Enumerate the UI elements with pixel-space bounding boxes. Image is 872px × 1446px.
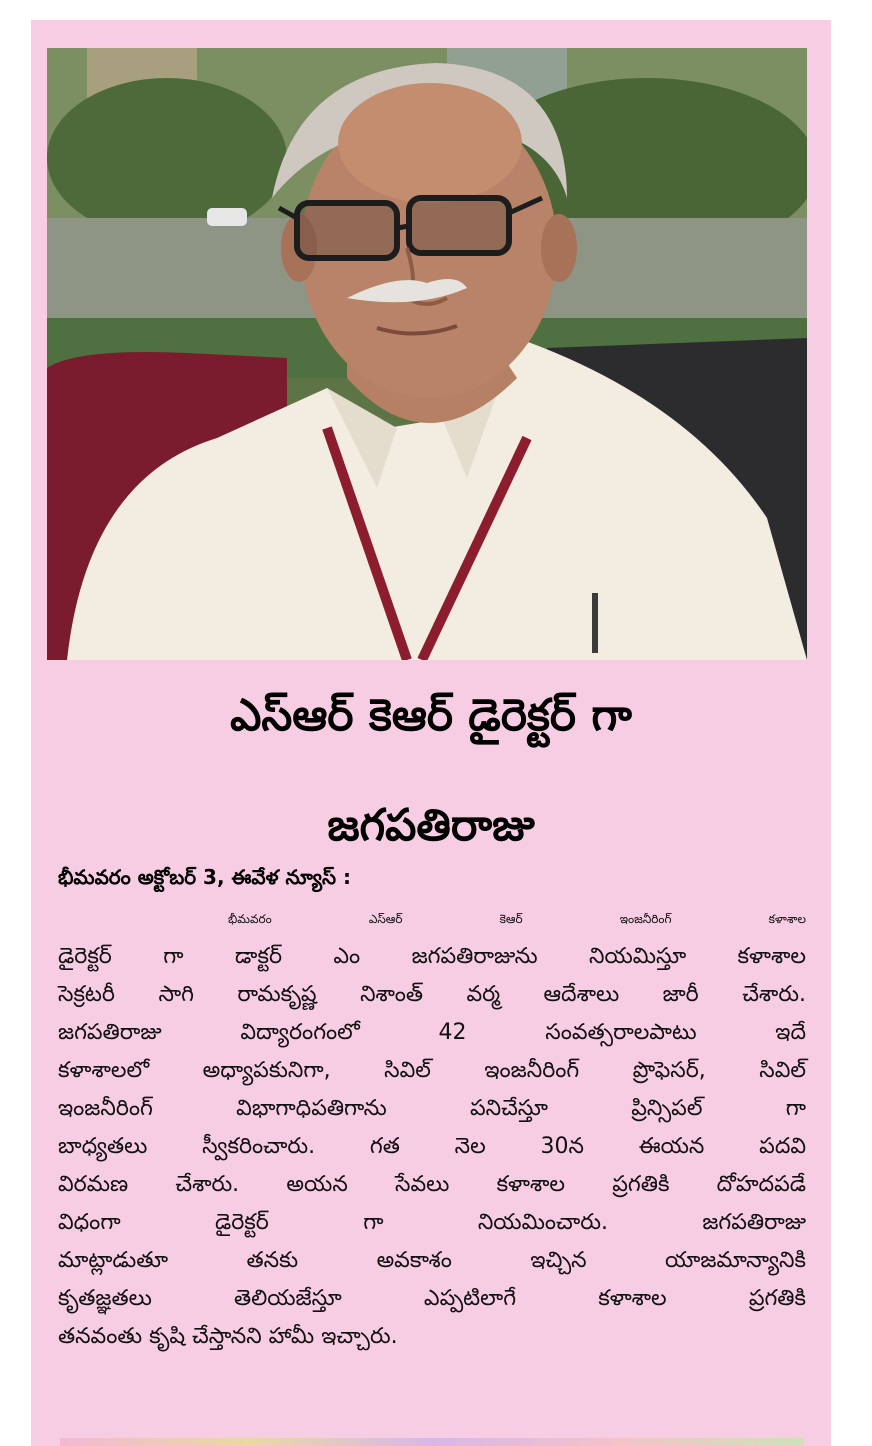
body-line: మాట్లాడుతూ తనకు అవకాశం ఇచ్చిన యాజమాన్యానికి [58,1248,806,1273]
body-line: విధంగా డైరెక్టర్ గా నియమించారు. జగపతిరాజు [58,1210,806,1235]
body-line: ఇంజనీరింగ్ విభాగాధిపతిగాను పనిచేస్తూ ప్రిన్సిపల్ గా [58,1096,806,1121]
body-line: భీమవరం ఎస్ఆర్ కెఆర్ ఇంజనీరింగ్ కళాశాల [228,912,806,926]
body-line: బాధ్యతలు స్వీకరించారు. గత నెల 30న ఈయన పదవి [58,1134,806,1159]
next-image-strip [60,1438,804,1446]
body-line: కళాశాలలో అధ్యాపకునిగా, సివిల్ ఇంజనీరింగ్ ప్రొఫెసర్, సివిల్ [58,1058,806,1083]
portrait-photo [47,48,807,660]
body-line: విరమణ చేశారు. అయన సేవలు కళాశాల ప్రగతికి దోహదపడే [58,1172,806,1197]
headline-line-2: జగపతిరాజు [327,800,535,851]
headline-line-1: ఎస్ఆర్ కెఆర్ డైరెక్టర్ గా [230,690,632,741]
body-line: కృతజ్ఞతలు తెలియజేస్తూ ఎప్పటిలాగే కళాశాల ప్రగతికి [58,1286,806,1311]
article-body [58,900,806,1356]
body-line: జగపతిరాజు విద్యారంగంలో 42 సంవత్సరాలపాటు ఇదే [58,1020,806,1045]
body-line: తనవంతు కృషి చేస్తానని హామీ ఇచ్చారు. [58,1324,398,1349]
portrait-illustration [47,48,807,660]
body-line: సెక్రటరీ సాగి రామకృష్ణ నిశాంత్ వర్మ ఆదేశాలు జారీ చేశారు. [58,982,806,1007]
dateline: భీమవరం అక్టోబర్ 3, ఈవేళ న్యూస్ : [58,865,352,889]
body-line: డైరెక్టర్ గా డాక్టర్ ఎం జగపతిరాజును నియమిస్తూ కళాశాల [58,944,806,969]
